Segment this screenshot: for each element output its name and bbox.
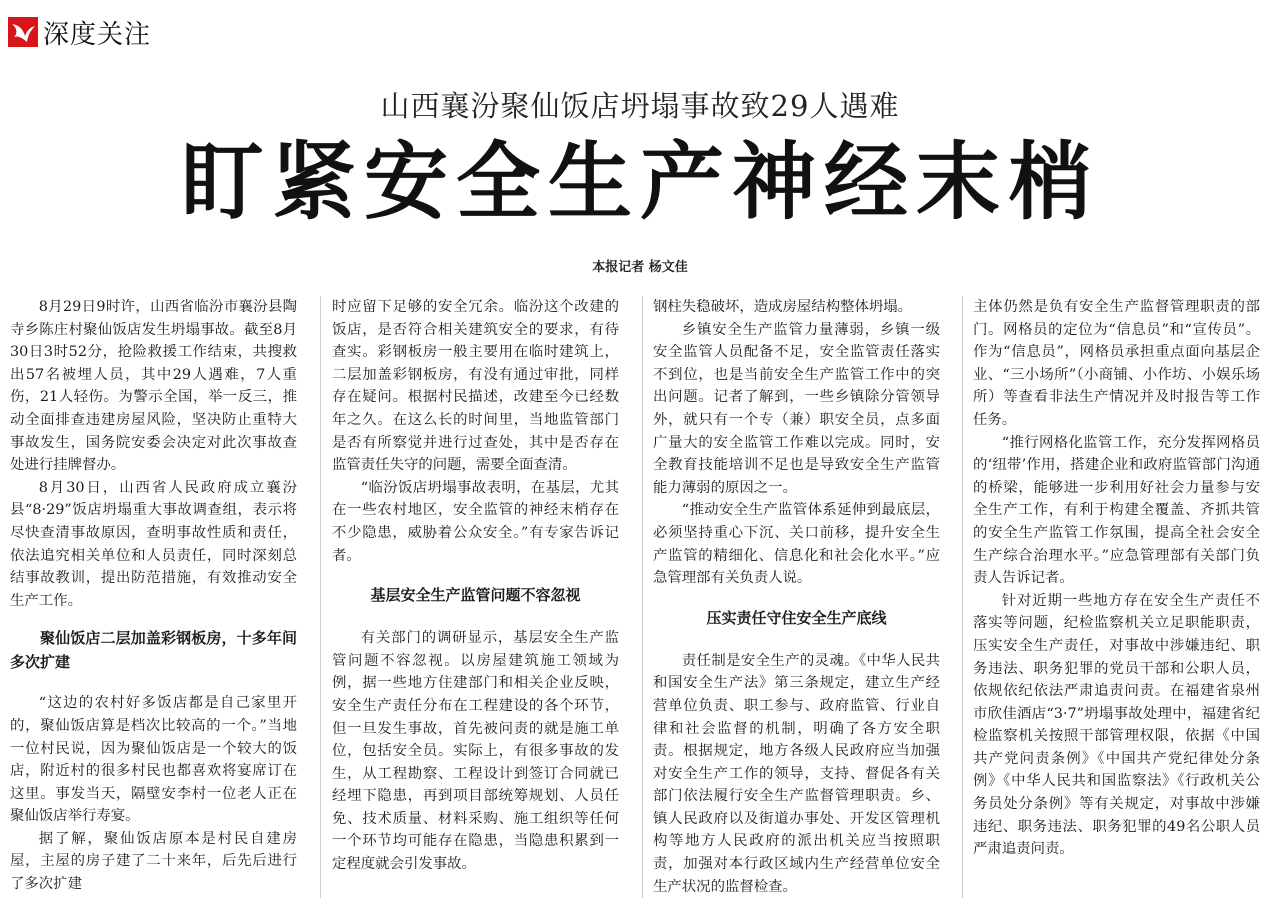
text-column-4	[973, 296, 1260, 898]
paragraph: “临汾饭店坍塌事故表明，在基层，尤其在一些农村地区，安全监管的神经末梢存在不少隐患，威胁着公众安全。”有专家告诉记者。	[332, 479, 619, 564]
paragraph: 钢柱失稳破坏，造成房屋结构整体坍塌。	[653, 299, 913, 315]
paragraph: 有关部门的调研显示，基层安全生产监管问题不容忽视。以房屋建筑施工领域为例，据一些地方住建部门和相关企业反映，安全生产责任分布在工程建设的各个环节，但一旦发生事故，首先被问责的就是施工单位，包括安全员。实际上，有很多事故的发生，从工程勘察、工程设计到签订合同就已经埋下隐患，再到项目部统筹规划、人员任免、技术质量、材料采购、施工组织等任何一个环节均可能存在隐患，当隐患积累到一定程度就会引发事故。	[332, 630, 619, 873]
article-subtitle: 山西襄汾聚仙饭店坍塌事故致29人遇难	[380, 89, 900, 123]
section-name: 深度关注	[43, 19, 152, 50]
section-heading: 聚仙饭店二层加盖彩钢板房，十多年间多次扩建	[10, 629, 297, 672]
paragraph: 主体仍然是负有安全生产监督管理职责的部门。网格员的定位为“信息员”和“宣传员”。作为“信息员”，网格员承担重点面向基层企业、“三小场所”（小商铺、小作坊、小娱乐场所）等查看非法生产情况并及时报告等工作任务。	[973, 299, 1260, 428]
paragraph: 责任制是安全生产的灵魂。《中华人民共和国安全生产法》第三条规定，建立生产经营单位负责、职工参与、政府监管、行业自律和社会监督的机制，明确了各方安全职责。根据规定，地方各级人民政府应当加强对安全生产工作的领导，支持、督促各有关部门依法履行安全生产监督管理职责。乡、镇人民政府以及街道办事处、开发区管理机构等地方人民政府的派出机关应当按照职责，加强对本行政区域内生产经营单位安全生产状况的监督检查。	[653, 652, 940, 895]
text-column-1	[10, 296, 297, 898]
red-swallow-logo-icon	[8, 17, 38, 47]
byline: 本报记者 杨文佳	[592, 260, 688, 275]
paragraph: “推动安全生产监管体系延伸到最底层，必须坚持重心下沉、关口前移，提升安全生产监管的精细化、信息化和社会化水平。”应急管理部有关负责人说。	[653, 502, 940, 587]
article-body	[0, 296, 1280, 898]
paragraph: 8月29日9时许，山西省临汾市襄汾县陶寺乡陈庄村聚仙饭店发生坍塌事故。截至8月30日3时52分，抢险救援工作结束，共搜救出57名被埋人员，其中29人遇难，7人重伤，21人轻伤。为警示全国，举一反三，推动全面排查违建房屋风险，坚决防止重特大事故发生，国务院安委会决定对此次事故查处进行挂牌督办。	[10, 299, 297, 474]
paragraph: 时应留下足够的安全冗余。临汾这个改建的饭店，是否符合相关建筑安全的要求，有待查实。彩钢板房一般主要用在临时建筑上，二层加盖彩钢板房，有没有通过审批，同样存在疑问。根据村民描述，改建至今已经数年之久。在这么长的时间里，当地监管部门是否有所察觉并进行过查处，其中是否存在监管责任失守的问题，需要全面查清。	[332, 299, 619, 474]
section-heading: 基层安全生产监管问题不容忽视	[370, 586, 581, 605]
paragraph: 针对近期一些地方存在安全生产责任不落实等问题，纪检监察机关立足职能职责，压实安全生产责任，对事故中涉嫌违纪、职务违法、职务犯罪的党员干部和公职人员，依规依纪依法严肃追责问责。在福建省泉州市欣佳酒店“3·7”坍塌事故处理中，福建省纪检监察机关按照干部管理权限，依据《中国共产党问责条例》《中国共产党纪律处分条例》《中华人民共和国监察法》《行政机关公务员处分条例》等有关规定，对事故中涉嫌违纪、职务违法、职务犯罪的49名公职人员严肃追责问责。	[973, 592, 1260, 858]
paragraph: 据了解，聚仙饭店原本是村民自建房屋，主屋的房子建了二十来年，后先后进行了多次扩建	[10, 830, 297, 893]
paragraph: 8月30日，山西省人民政府成立襄汾县“8·29”饭店坍塌重大事故调查组，表示将尽快查清事故原因，查明事故性质和责任，依法追究相关单位和人员责任，同时深刻总结事故教训，提出防范措施，有效推动安全生产工作。	[10, 479, 297, 609]
paragraph: 乡镇安全生产监管力量薄弱，乡镇一级安全监管人员配备不足，安全监管责任落实不到位，也是当前安全生产监管工作中的突出问题。记者了解到，一些乡镇除分管领导外，就只有一个专（兼）职安全员，点多面广量大的安全监管工作难以完成。同时，安全教育技能培训不足也是导致安全生产监管能力薄弱的原因之一。	[653, 321, 940, 496]
text-column-3	[653, 296, 940, 898]
text-column-2	[332, 296, 619, 898]
section-heading: 压实责任守住安全生产底线	[706, 608, 887, 627]
paragraph: “这边的农村好多饭店都是自己家里开的，聚仙饭店算是档次比较高的一个。”当地一位村民说，因为聚仙饭店是一个较大的饭店，附近村的很多村民也都喜欢将宴席订在这里。事发当天，隔壁安李村一位老人正在聚仙饭店举行寿宴。	[10, 695, 297, 825]
article-headline: 盯紧安全生产神经末梢	[179, 133, 1100, 231]
section-tag	[8, 14, 151, 50]
paragraph: “推行网格化监管工作，充分发挥网格员的‘纽带’作用，搭建企业和政府监管部门沟通的桥梁，能够进一步利用好社会力量参与安全生产工作，有利于构建全覆盖、齐抓共管的安全生产监管工作氛围，提高全社会安全生产综合治理水平。”应急管理部有关部门负责人告诉记者。	[973, 434, 1260, 587]
